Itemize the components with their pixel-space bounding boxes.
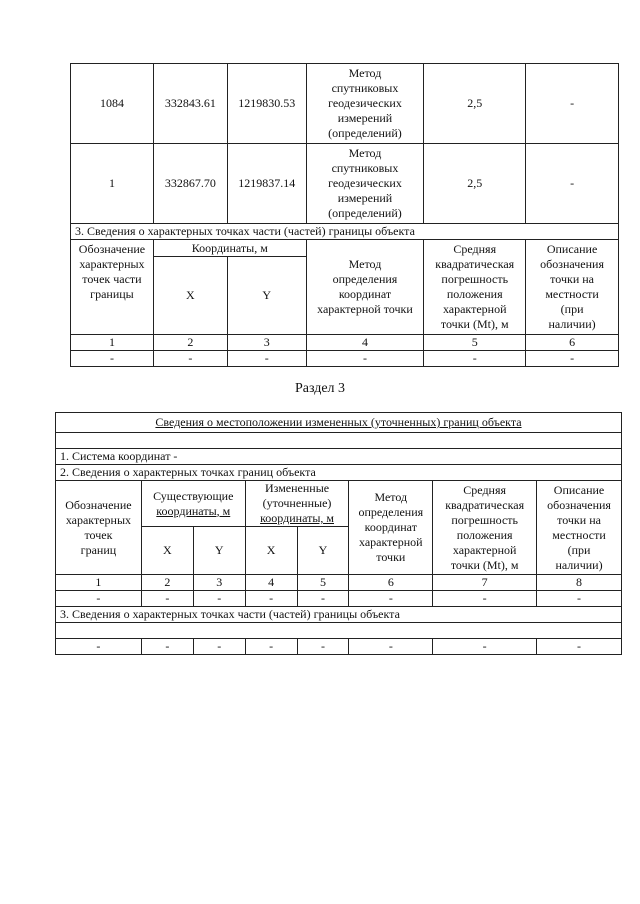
column-numbers-row: 1 2 3 4 5 6 7 8 bbox=[56, 575, 622, 591]
header-description: Описание обозначения точки на местности (при наличии) bbox=[537, 481, 622, 575]
coord-system: 1. Система координат - bbox=[56, 449, 622, 465]
description-cell: - bbox=[526, 64, 619, 144]
blank-row bbox=[56, 433, 622, 449]
accuracy-cell: 2,5 bbox=[424, 144, 526, 224]
header-x: X bbox=[153, 257, 227, 335]
header-y: Y bbox=[193, 527, 245, 575]
header-x: X bbox=[141, 527, 193, 575]
section-row bbox=[71, 224, 619, 240]
changed-boundaries-table bbox=[55, 412, 622, 655]
table-row: - - - - - - bbox=[71, 351, 619, 367]
table-row bbox=[71, 64, 619, 144]
coord-y: 1219830.53 bbox=[227, 64, 306, 144]
header-method: Метод определения координат характерной точки bbox=[306, 240, 424, 335]
header-accuracy: Средняя квадратическая погрешность положения характерной точки (Mt), м bbox=[424, 240, 526, 335]
method-cell: Метод спутниковых геодезических измерений (определений) bbox=[306, 64, 424, 144]
parts-title: 3. Сведения о характерных точках части (частей) границы объекта bbox=[56, 607, 622, 623]
title-row bbox=[56, 413, 622, 433]
boundary-points-table bbox=[70, 63, 619, 367]
parts-title-row bbox=[56, 607, 622, 623]
header-existing: Существующие координаты, м bbox=[141, 481, 245, 527]
description-cell: - bbox=[526, 144, 619, 224]
accuracy-cell: 2,5 bbox=[424, 64, 526, 144]
method-cell: Метод спутниковых геодезических измерений (определений) bbox=[306, 144, 424, 224]
coord-x: 332843.61 bbox=[153, 64, 227, 144]
coord-system-row bbox=[56, 449, 622, 465]
header-x2: X bbox=[245, 527, 297, 575]
section-3-title: 3. Сведения о характерных точках части (частей) границы объекта bbox=[71, 224, 619, 240]
header-accuracy: Средняя квадратическая погрешность положения характерной точки (Mt), м bbox=[433, 481, 537, 575]
header-designation: Обозначение характерных точек части границы bbox=[71, 240, 154, 335]
section-heading: Раздел 3 bbox=[294, 381, 346, 396]
header-row bbox=[56, 481, 622, 527]
header-description: Описание обозначения точки на местности (при наличии) bbox=[526, 240, 619, 335]
table-row: - - - - - - - - bbox=[56, 639, 622, 655]
points-title-row bbox=[56, 465, 622, 481]
table-row bbox=[71, 144, 619, 224]
blank-row bbox=[56, 623, 622, 639]
column-numbers-row: 1 2 3 4 5 6 bbox=[71, 335, 619, 351]
coord-y: 1219837.14 bbox=[227, 144, 306, 224]
header-changed: Измененные (уточненные) координаты, м bbox=[245, 481, 349, 527]
table-title: Сведения о местоположении измененных (уточненных) границ объекта bbox=[56, 413, 622, 433]
header-y: Y bbox=[227, 257, 306, 335]
header-row bbox=[71, 240, 619, 257]
header-designation: Обозначение характерных точек границ bbox=[56, 481, 142, 575]
point-designation: 1084 bbox=[71, 64, 154, 144]
coord-x: 332867.70 bbox=[153, 144, 227, 224]
header-y2: Y bbox=[297, 527, 349, 575]
header-coordinates: Координаты, м bbox=[153, 240, 306, 257]
point-designation: 1 bbox=[71, 144, 154, 224]
table-row: - - - - - - - - bbox=[56, 591, 622, 607]
points-title: 2. Сведения о характерных точках границ объекта bbox=[56, 465, 622, 481]
header-method: Метод определения координат характерной точки bbox=[349, 481, 433, 575]
